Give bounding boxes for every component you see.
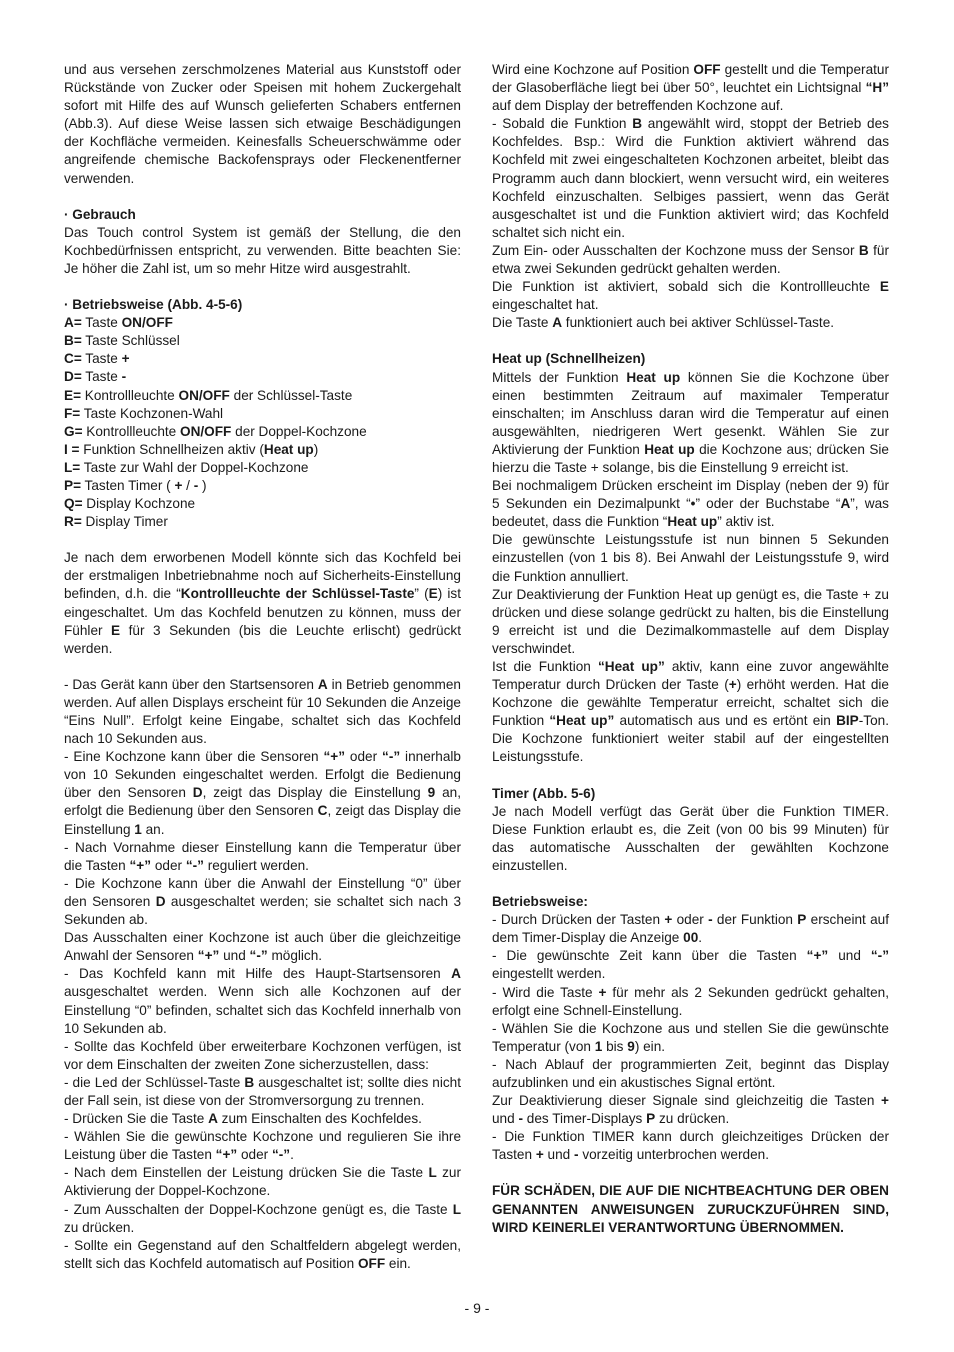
heatup-item [492, 658, 889, 767]
text-run: - [121, 369, 127, 385]
text-run: Taste [81, 369, 122, 385]
legend-key: Q= [64, 496, 83, 512]
text-run: Je nach dem erworbenen Modell könnte sich das Kochfeld bei der erstmaligen Inbetriebnahme noch auf Sicherheits-Einstellung befinden, d.h. die “ [64, 550, 461, 602]
text-run: E [428, 586, 438, 602]
text-run: “H” [865, 80, 889, 96]
key-function-item [492, 115, 889, 242]
text-run: ) ist eingeschaltet. Um das Kochfeld benutzen zu können, muss der Fühler [64, 586, 461, 638]
text-run: - Sobald die Funktion [492, 116, 633, 132]
text-run: Heat up [263, 441, 314, 457]
timer-instruction-item [492, 1056, 889, 1092]
text-run: 9 [427, 785, 436, 801]
text-run: ein. [385, 1255, 411, 1271]
key-function-item [492, 61, 889, 115]
text-run: 9 [627, 1038, 635, 1054]
instruction-item [64, 1128, 461, 1164]
instruction-list [64, 676, 461, 1273]
text-run: , zeigt das Display die Einstellung [202, 785, 428, 801]
text-run: “+” [197, 948, 220, 964]
text-run: - die Led der Schlüssel-Taste [64, 1074, 245, 1090]
betriebsweise-heading: · Betriebsweise (Abb. 4-5-6) [64, 297, 243, 313]
text-run: - Nach dem Einstellen der Leistung drücken Sie die Taste [64, 1165, 429, 1181]
text-run: A [840, 496, 851, 512]
text-run: ) ein. [634, 1038, 666, 1054]
timer-instruction-item [492, 1092, 889, 1128]
text-run: in Betrieb genommen werden. Auf allen Displays erscheint für 10 Sekunden die Anzeige “Eins Null”. Erfolgt keine Eingabe, schaltet sich das Kochfeld nach 10 Sekunden aus. [64, 676, 461, 747]
text-run: oder [237, 1147, 272, 1163]
gebrauch-heading: · Gebrauch [64, 206, 136, 222]
text-run: , zeigt das Display die Einstellung [64, 803, 462, 837]
text-run: können Sie die Kochzone über einen bestimmten Zeitraum auf maximaler Temperatur einschalten; im Anschluss daran wird die Temperatur auf einen ausgewählten, niedrigeren Wert gesenkt. Wählen Sie zur Aktivierung der Funktion [492, 369, 889, 457]
heatup-item [492, 531, 889, 585]
text-run: - Sollte ein Gegenstand auf den Schaltfeldern abgelegt werden, stellt sich das Kochfeld automatisch auf Position [64, 1237, 461, 1271]
text-run: - [708, 912, 713, 928]
instruction-item [64, 1074, 461, 1110]
legend-item [64, 441, 461, 459]
text-run: “-” [271, 1147, 291, 1163]
timer-instruction-item [492, 984, 889, 1020]
text-run: aktiv, kann eine zuvor angewählte Temperatur durch Drücken der Taste ( [492, 659, 889, 693]
text-run: “+” [323, 749, 346, 765]
instruction-item [64, 1201, 461, 1237]
text-run: gestellt und die Temperatur der Glasoberfläche liegt bei über 50°, leuchtet ein Lichtsignal [492, 62, 889, 96]
text-run: ausgeschaltet ist; sollte dies nicht der Fall sein, ist diese von der Stromversorgung zu trennen. [64, 1074, 461, 1108]
text-run: + [881, 1093, 889, 1109]
text-run: - Das Kochfeld kann mit Hilfe des Haupt-Startsensoren [64, 966, 452, 982]
text-run: P [797, 912, 807, 928]
text-run: Heat up [667, 514, 718, 530]
legend-key: E= [64, 387, 82, 403]
legend-key: C= [64, 351, 82, 367]
text-run: “-” [870, 948, 889, 964]
gebrauch-paragraph: Das Touch control System ist gemäß der Stellung, die den Kochbedürfnissen entspricht, zu verwenden. Bitte beachten Sie: Je höher die Zahl ist, um so mehr Hitze wird ausgestrahlt. [64, 224, 461, 276]
text-run: der Schlüssel-Taste [229, 387, 353, 403]
text-run: “+” [129, 857, 152, 873]
text-run: - Wählen Sie die Kochzone aus und stellen Sie die gewünschte Temperatur (von [492, 1020, 889, 1054]
text-run: Kontrollleuchte [82, 423, 180, 439]
heatup-text [492, 369, 889, 767]
text-run: -Ton. Die Kochzone funktioniert weiter stabil auf der eingestellten Leistungsstufe. [492, 713, 889, 765]
text-run: B [244, 1074, 255, 1090]
text-run: Display Kochzone [82, 496, 196, 512]
legend-item [64, 513, 461, 531]
text-run: Funktion Schnellheizen aktiv ( [79, 441, 264, 457]
text-run: für etwa zwei Sekunden gedrückt gehalten werden. [492, 242, 890, 277]
text-run: - Eine Kochzone kann über die Sensoren [64, 749, 324, 765]
text-run: Display Timer [81, 514, 168, 530]
text-run: funktioniert auch bei aktiver Schlüssel-Taste. [562, 315, 835, 331]
text-run: bis [602, 1038, 628, 1054]
text-run: “-” [249, 948, 268, 964]
legend-key: P= [64, 477, 82, 493]
legend-item [64, 495, 461, 513]
text-run: möglich. [267, 948, 323, 964]
text-run: ausgeschaltet werden. Wenn sich alle Kochzonen auf der Einstellung “0” befinden, schaltet sich das Kochfeld innerhalb von 10 Sekunden ab. [64, 984, 461, 1036]
intro-paragraph: und aus versehen zerschmolzenes Material aus Kunststoff oder Rückstände von Zucker oder Speisen mit hohem Zuckergehalt sofort mit Hilfe des auf Wunsch gelieferten Schabers entfernen (Abb.3). Auf diese Weise lassen sich etwaige Beschädigungen der Kochfläche vermeiden. Keinesfalls Scheuerschwämme oder angreifende chemische Backofensprays oder Fleckenentferner verwenden. [64, 62, 461, 186]
text-run: Die Funktion ist aktiviert, sobald sich die Kontrollleuchte [492, 279, 880, 295]
text-run: und [492, 1111, 519, 1127]
text-run: / [182, 477, 194, 493]
instruction-item [64, 965, 461, 1037]
text-run: + [174, 477, 183, 493]
right-column [492, 61, 889, 1237]
text-run: 1 [594, 1038, 603, 1054]
text-run: Zur Deaktivierung der Funktion Heat up genügt es, die Taste + zu drücken und diese solange gedrückt zu halten, bis die Einstellung 9 erreicht ist und die Dezimalkommastelle auf dem Display verschwindet. [492, 586, 889, 656]
text-run: - Nach Vornahme dieser Einstellung kann die Temperatur über die Tasten [64, 839, 461, 873]
text-run: L [428, 1165, 437, 1181]
timer-instruction-list [492, 911, 889, 1164]
text-run: - [193, 477, 199, 493]
text-run: ausgeschaltet werden; sie schaltet sich nach 3 Sekunden ab. [64, 893, 461, 928]
heatup-item [492, 586, 889, 658]
text-run: Taste Schlüssel [81, 333, 180, 349]
text-run: A [451, 966, 461, 982]
timer-instruction-item [492, 1020, 889, 1056]
timer-betriebsweise-heading: Betriebsweise: [492, 894, 588, 910]
legend-item [64, 405, 461, 423]
text-run: innerhalb von 10 Sekunden eingeschaltet werden. Erfolgt die Bedienung über den Sensoren [64, 749, 461, 801]
text-run: der Funktion [712, 912, 798, 928]
legend-item [64, 314, 461, 332]
text-run: Taste [81, 351, 122, 367]
text-run: - Wählen Sie die gewünschte Kochzone und regulieren Sie ihre Leistung über die Tasten [64, 1129, 461, 1163]
text-run: Ist die Funktion [492, 659, 598, 674]
text-run: - Nach Ablauf der programmierten Zeit, beginnt das Display aufzublinken und ein akustisches Signal ertönt. [492, 1056, 889, 1090]
text-run: und [219, 948, 250, 964]
legend-key: L= [64, 459, 81, 475]
model-paragraph [64, 549, 461, 658]
text-run: ” aktiv ist. [717, 514, 775, 530]
text-run: oder [345, 749, 383, 765]
text-run: Das Ausschalten einer Kochzone ist auch über die gleichzeitige Anwahl der Sensoren [64, 930, 461, 964]
text-run: “-” [382, 749, 401, 765]
text-run: L [452, 1201, 461, 1217]
text-run: eingeschaltet hat. [492, 297, 599, 313]
text-run: E [879, 279, 889, 295]
text-run: erscheint auf dem Timer-Display die Anzeige [492, 912, 889, 946]
text-run: “Heat up” [597, 659, 665, 674]
text-run: “+” [215, 1147, 238, 1163]
text-run: Taste Kochzonen-Wahl [80, 405, 224, 421]
legend-item [64, 387, 461, 405]
text-run: + [598, 984, 607, 1000]
text-run: D [155, 893, 166, 909]
text-run: 00 [683, 930, 699, 946]
legend-key: I = [64, 441, 80, 457]
legend-key: B= [64, 333, 82, 349]
text-run: ON/OFF [178, 387, 230, 403]
text-run: . [698, 930, 703, 946]
liability-warning: FÜR SCHÄDEN, DIE AUF DIE NICHTBEACHTUNG DER OBEN GENANNTEN ANWEISUNGEN ZURUCKZUFÜHREN SIND, WIRD KEINERLEI VERANTWORTUNG ÜBERNOMMEN. [492, 1183, 889, 1235]
text-run: und [828, 948, 871, 964]
text-run: - [518, 1111, 523, 1127]
text-run: “-” [185, 857, 204, 873]
text-run: + [728, 677, 737, 693]
text-run: ) [198, 477, 207, 493]
text-run: B [858, 242, 869, 258]
text-run: ON/OFF [121, 315, 173, 331]
text-run: Taste zur Wahl der Doppel-Kochzone [80, 459, 309, 475]
timer-instruction-item [492, 1128, 889, 1164]
key-function-text [492, 61, 889, 332]
text-run: oder [672, 912, 709, 928]
text-run: ON/OFF [180, 423, 232, 439]
instruction-item [64, 839, 461, 875]
heatup-heading: Heat up (Schnellheizen) [492, 351, 646, 367]
instruction-item [64, 875, 461, 929]
text-run: Die Taste [492, 315, 553, 331]
text-run: Die gewünschte Leistungsstufe ist nun binnen 5 Sekunden einzustellen (von 1 bis 8). Bei Anwahl der Leistungsstufe 9, wird die Funktion annulliert. [492, 532, 889, 584]
instruction-item [64, 1038, 461, 1074]
page-number: - 9 - [464, 1300, 490, 1316]
legend-key: R= [64, 514, 82, 530]
text-run: - Die Funktion TIMER kann durch gleichzeitiges Drücken der Tasten [492, 1129, 889, 1163]
timer-heading: Timer (Abb. 5-6) [492, 785, 596, 801]
text-run: Mittels der Funktion [492, 369, 627, 385]
instruction-item [64, 1164, 461, 1200]
text-run: Heat up [644, 441, 695, 457]
legend-item [64, 332, 461, 350]
text-run: Kontrollleuchte [81, 387, 179, 403]
text-run: eingestellt werden. [492, 966, 606, 982]
text-run: ) [313, 441, 319, 457]
text-run: und [543, 1147, 575, 1163]
text-run: OFF [693, 62, 721, 77]
text-run: automatisch aus und es ertönt ein [614, 713, 837, 729]
timer-instruction-item [492, 911, 889, 947]
text-run: ) erhöht werden. Hat die Kochzone die gewählte Temperatur erreicht, schaltet sich die Funktion [492, 677, 889, 729]
text-run: an, erfolgt die Bedienung über den Sensoren [64, 785, 461, 819]
text-run: Zur Deaktivierung dieser Signale sind gleichzeitig die Tasten [492, 1093, 882, 1109]
text-run: reguliert werden. [203, 857, 309, 873]
instruction-item [64, 676, 461, 748]
heatup-item [492, 369, 889, 478]
text-run: der Doppel-Kochzone [231, 423, 367, 439]
key-function-item [492, 314, 889, 332]
text-run: oder [151, 857, 186, 873]
text-run: A [552, 315, 563, 331]
text-run: an. [141, 821, 165, 837]
text-run: für mehr als 2 Sekunden gedrückt gehalten, erfolgt eine Schnell-Einstellung. [492, 984, 889, 1018]
text-run: - Das Gerät kann über den Startsensoren [64, 676, 318, 692]
text-run: Kontrollleuchte der Schlüssel-Taste [180, 586, 415, 602]
text-run: 1 [134, 821, 142, 837]
text-run: E [111, 622, 121, 638]
heatup-item [492, 477, 889, 531]
text-run: Zum Ein- oder Ausschalten der Kochzone muss der Sensor [492, 242, 859, 258]
text-run: Taste [81, 315, 122, 331]
text-run: zum Einschalten des Kochfeldes. [217, 1111, 422, 1127]
text-run: + [664, 912, 673, 928]
legend-item [64, 477, 461, 495]
text-run: P [646, 1111, 656, 1127]
text-run: angewählt wird, stoppt der Betrieb des Kochfeldes. Bsp.: Wird die Funktion aktiviert während das Kochfeld mit zwei eingeschalteten Kochzonen arbeitet, bleibt das Programm auch dann blockiert, wenn versucht wird, ein weiteres Kochfeld einzuschalten. Selbiges passiert, wenn das Gerät ausgeschaltet ist und die Funktion aktiviert wird; das Kochfeld schaltet sich nicht ein. [492, 116, 889, 240]
text-run: zu drücken. [64, 1219, 135, 1235]
text-run: D [192, 785, 203, 801]
text-run: zu drücken. [655, 1111, 730, 1127]
text-run: . [290, 1147, 294, 1163]
text-run: des Timer-Displays [523, 1111, 647, 1127]
legend-item [64, 350, 461, 368]
text-run: auf dem Display der betreffenden Kochzone auf. [492, 98, 784, 114]
text-run: C [317, 803, 328, 819]
instruction-item [64, 1237, 461, 1273]
legend-key: A= [64, 315, 82, 331]
text-run: BIP [836, 713, 859, 729]
legend-item [64, 368, 461, 386]
text-run: OFF [357, 1255, 386, 1271]
control-legend [64, 314, 461, 531]
text-run: • [690, 496, 696, 512]
text-run: A [208, 1111, 218, 1127]
text-run: Wird eine Kochzone auf Position [492, 62, 694, 77]
left-column [64, 61, 461, 1273]
text-run: vorzeitig unterbrochen werden. [578, 1147, 769, 1163]
legend-key: F= [64, 405, 81, 421]
text-run: Bei nochmaligem Drücken erscheint im Display (neben der 9) für 5 Sekunden ein Dezimalpunkt “ [492, 478, 889, 512]
timer-paragraph: Je nach Modell verfügt das Gerät über die Funktion TIMER. Diese Funktion erlaubt es, die Zeit (von 00 bis 99 Minuten) für das automatische Ausschalten der gewählten Kochzone einzustellen. [492, 803, 889, 873]
text-run: - Drücken Sie die Taste [64, 1111, 209, 1127]
text-run: für 3 Sekunden (bis die Leuchte erlischt) gedrückt werden. [64, 622, 461, 656]
text-run: + [535, 1147, 544, 1163]
text-run: Tasten Timer ( [81, 477, 175, 493]
text-run: - Wird die Taste [492, 984, 599, 1000]
legend-key: G= [64, 423, 83, 439]
key-function-item [492, 242, 889, 278]
text-run: + [121, 351, 130, 367]
text-run: ” oder der Buchstabe “ [695, 496, 841, 512]
text-run: zur Aktivierung der Doppel-Kochzone. [64, 1165, 461, 1199]
key-function-item [492, 278, 889, 314]
text-run: - Durch Drücken der Tasten [492, 912, 665, 928]
instruction-item [64, 929, 461, 965]
text-run: ” ( [414, 586, 429, 602]
text-run: ”, was bedeutet, dass die Funktion “ [492, 496, 889, 530]
timer-instruction-item [492, 947, 889, 983]
text-run: - Sollte das Kochfeld über erweiterbare Kochzonen verfügen, ist vor dem Einschalten der zweiten Zone sicherzustellen, dass: [64, 1038, 461, 1072]
legend-key: D= [64, 369, 82, 385]
text-run: - Die Kochzone kann über die Anwahl der Einstellung “0” über den Sensoren [64, 875, 461, 909]
text-run: A [317, 676, 328, 692]
text-run: - Die gewünschte Zeit kann über die Tasten [492, 948, 807, 964]
text-run: B [632, 116, 643, 132]
legend-item [64, 423, 461, 441]
text-run: die Kochzone aus; drücken Sie hierzu die Taste + solange, bis die Einstellung 9 erreicht ist. [492, 441, 889, 475]
text-run: - [574, 1147, 579, 1163]
text-run: “+” [806, 948, 829, 964]
instruction-item [64, 748, 461, 838]
legend-item [64, 459, 461, 477]
text-run: Heat up [626, 369, 681, 385]
text-run: “Heat up” [549, 713, 615, 729]
instruction-item [64, 1110, 461, 1128]
text-run: - Zum Ausschalten der Doppel-Kochzone genügt es, die Taste [64, 1201, 453, 1217]
